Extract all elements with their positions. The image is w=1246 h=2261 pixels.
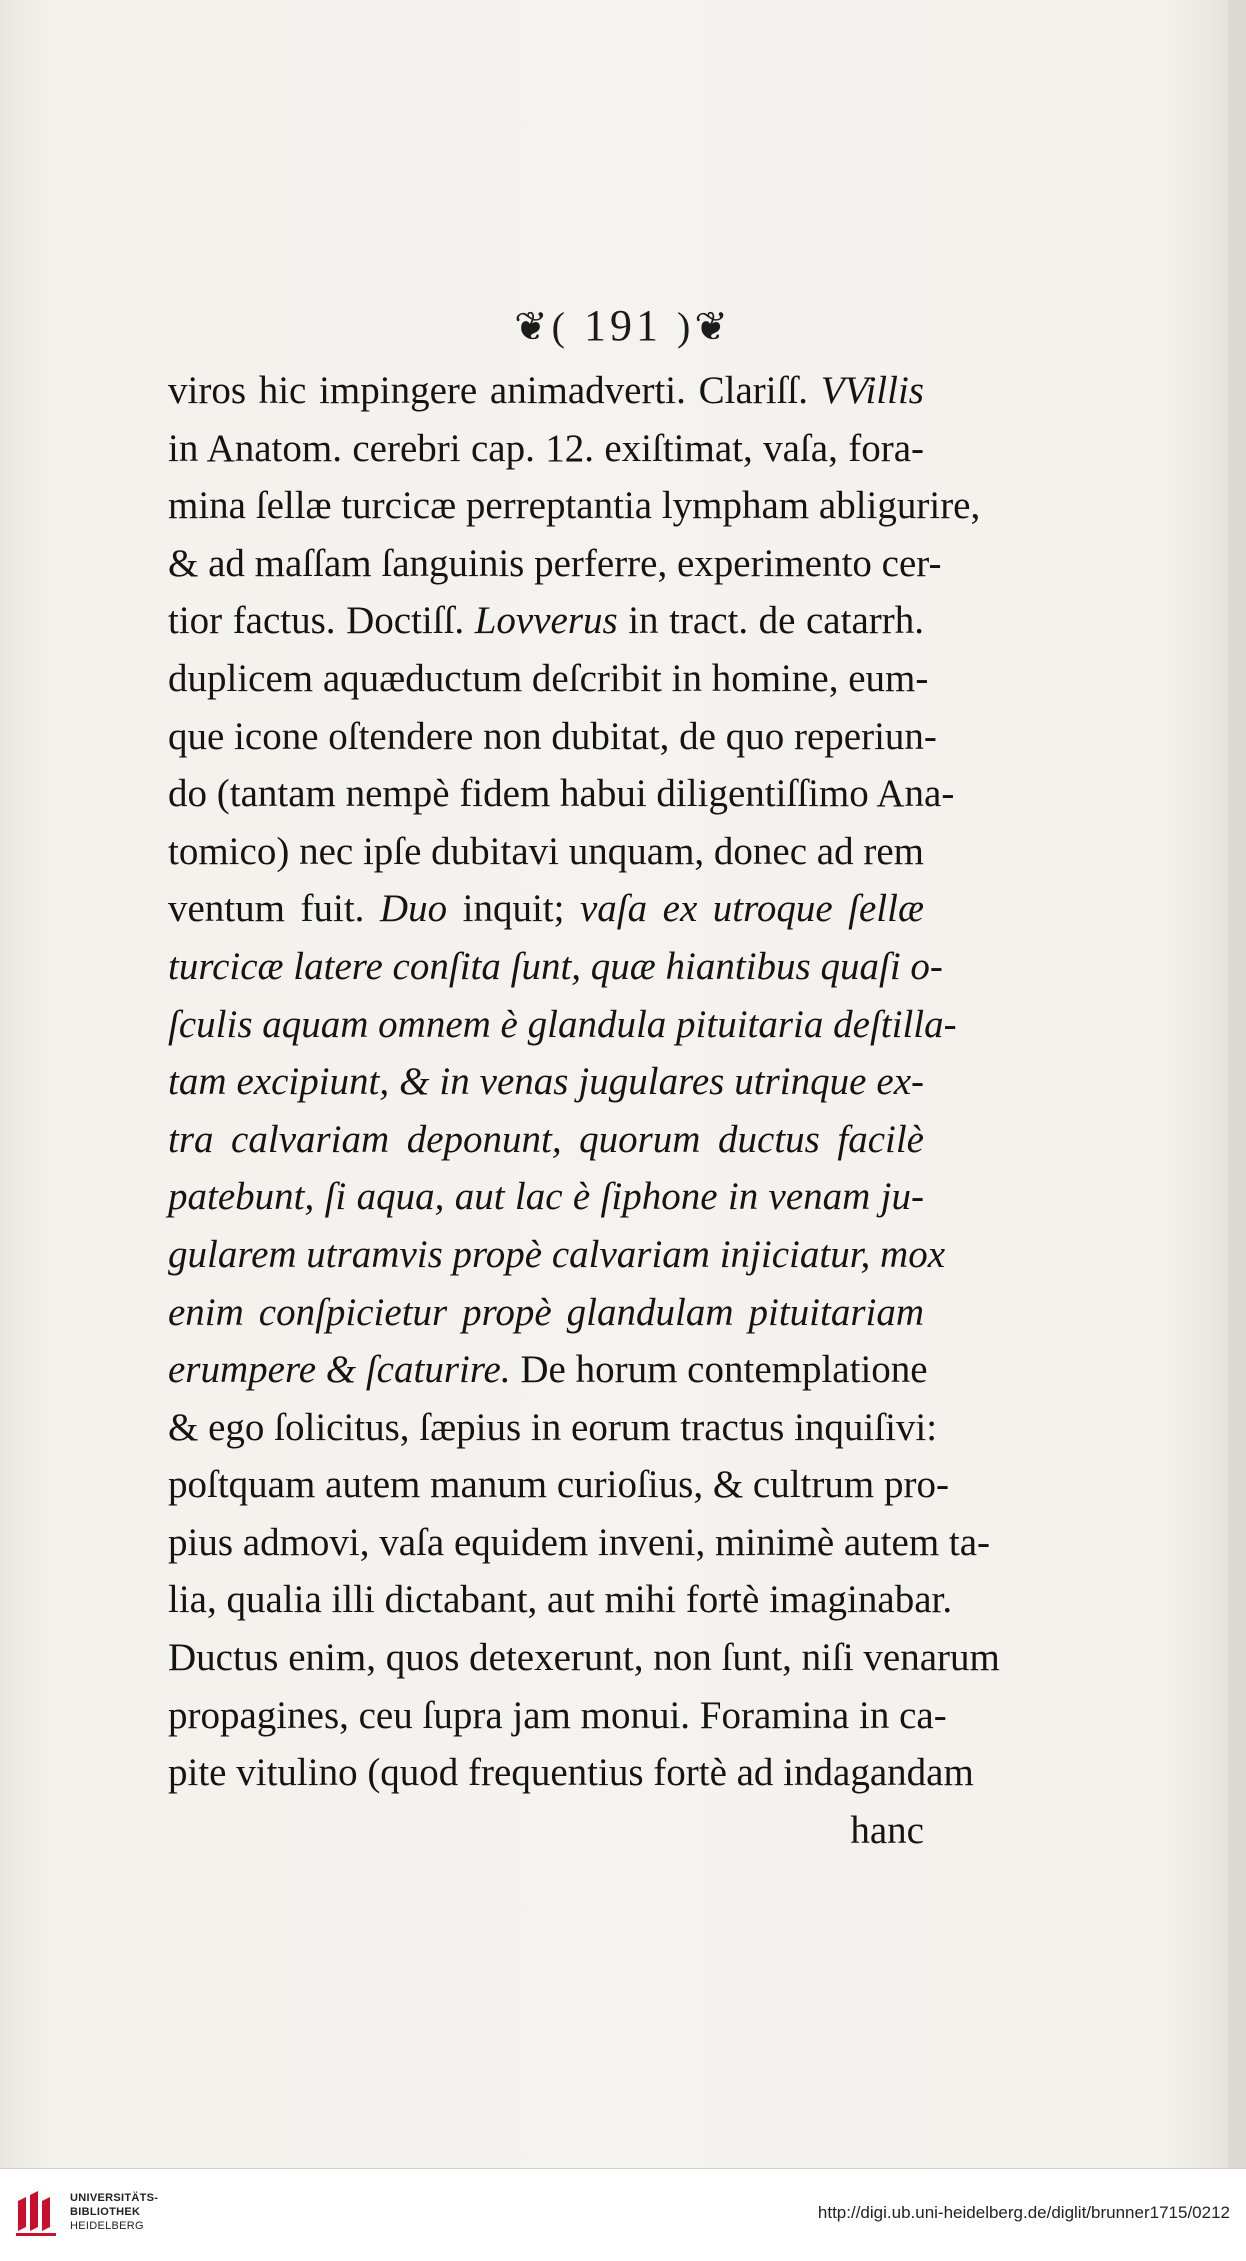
text-line (168, 650, 929, 708)
text-line (168, 1399, 938, 1457)
roman-text: & ego ſolicitus, ſæpius in eorum tractus inquiſivi: (168, 1405, 938, 1449)
library-name-line1: UNIVERSITÄTS- (70, 2192, 159, 2204)
text-line (168, 996, 957, 1054)
text-line (168, 477, 981, 535)
italic-text: Lovverus (474, 599, 618, 643)
text-line (168, 1111, 924, 1169)
text-line (168, 420, 924, 478)
roman-text: Ductus enim, quos detexerunt, non ſunt, niſi venarum (168, 1636, 1000, 1680)
text-line (168, 880, 924, 938)
text-line (168, 708, 937, 766)
text-line (168, 765, 955, 823)
roman-text: que icone oſtendere non dubitat, de quo reperiun- (168, 714, 937, 758)
roman-text: do (tantam nempè fidem habui diligentiſſimo Ana- (168, 772, 955, 816)
viewer-footer (0, 2168, 1246, 2261)
roman-text: in Anatom. cerebri cap. 12. exiſtimat, vaſa, fora- (168, 426, 924, 470)
roman-text: tior factus. Doctiſſ. (168, 599, 475, 643)
page-header (0, 300, 1246, 351)
text-line (168, 1053, 924, 1111)
italic-text: Duo (379, 887, 448, 931)
roman-text: poſtquam autem manum curioſius, & cultrum pro- (168, 1463, 949, 1507)
italic-text: vaſa ex utroque ſellæ (579, 887, 924, 931)
roman-text: hanc (850, 1808, 924, 1852)
roman-text: viros hic impingere animadverti. Clariſſ. (168, 369, 821, 412)
roman-text: ventum fuit. (168, 887, 380, 931)
text-line (168, 592, 924, 650)
roman-text: propagines, ceu ſupra jam monui. Foramina in ca- (168, 1693, 947, 1737)
text-line (168, 1226, 946, 1284)
roman-text: pius admovi, vaſa equidem inveni, minimè autem ta- (168, 1520, 991, 1564)
text-line (168, 1168, 924, 1226)
text-line (168, 1687, 947, 1745)
roman-text: inquit; (447, 887, 580, 931)
italic-text: ſculis aquam omnem è glandula pituitaria deſtilla- (168, 1002, 957, 1046)
text-line (168, 1456, 949, 1514)
text-line (168, 1802, 924, 1860)
library-name-line3: HEIDELBERG (70, 2220, 144, 2232)
ub-heidelberg-logo-icon (12, 2187, 60, 2239)
roman-text: in tract. de catarrh. (617, 599, 924, 643)
roman-text: mina ſellæ turcicæ perreptantia lympham abligurire, (168, 484, 981, 528)
text-line (168, 1629, 1000, 1687)
library-name-line2: BIBLIOTHEK (70, 2206, 141, 2218)
text-line (168, 1341, 928, 1399)
roman-text: duplicem aquæductum deſcribit in homine, eum- (168, 656, 929, 700)
roman-text: & ad maſſam ſanguinis perferre, experimento cer- (168, 541, 942, 585)
italic-text: gularem utramvis propè calvariam injiciatur, mox (168, 1232, 946, 1276)
italic-text: tam excipiunt, & in venas jugulares utrinque ex- (168, 1060, 924, 1104)
roman-text: pite vitulino (quod frequentius fortè ad indagandam (168, 1751, 974, 1795)
italic-text: turcicæ latere conſita ſunt, quæ hiantibus quaſi o- (168, 944, 943, 988)
text-line (168, 362, 924, 420)
text-line (168, 938, 943, 996)
roman-text: lia, qualia illi dictabant, aut mihi fortè imaginabar. (168, 1578, 953, 1622)
ornament-right: )❦ (677, 304, 732, 349)
text-line (168, 823, 924, 881)
text-line (168, 1571, 953, 1629)
page-url[interactable]: http://digi.ub.uni-heidelberg.de/diglit/brunner1715/0212 (817, 2203, 1230, 2222)
italic-text: tra calvariam deponunt, quorum ductus facilè (168, 1117, 924, 1161)
roman-text: tomico) nec ipſe dubitavi unquam, donec ad rem (168, 829, 924, 873)
library-name (70, 2191, 158, 2233)
text-line (168, 1514, 991, 1572)
italic-text: VVillis (820, 369, 924, 412)
italic-text: erumpere & ſcaturire. (168, 1348, 511, 1392)
page-number: 191 (584, 301, 662, 350)
roman-text: De horum contemplatione (510, 1348, 928, 1392)
italic-text: patebunt, ſi aqua, aut lac è ſiphone in venam ju- (168, 1175, 924, 1219)
page-body-text (168, 362, 1000, 1859)
text-line (168, 535, 942, 593)
italic-text: enim conſpicietur propè glandulam pituitariam (168, 1290, 924, 1334)
text-line (168, 1744, 974, 1802)
ornament-left: ❦( (514, 304, 569, 349)
text-line (168, 1284, 924, 1342)
